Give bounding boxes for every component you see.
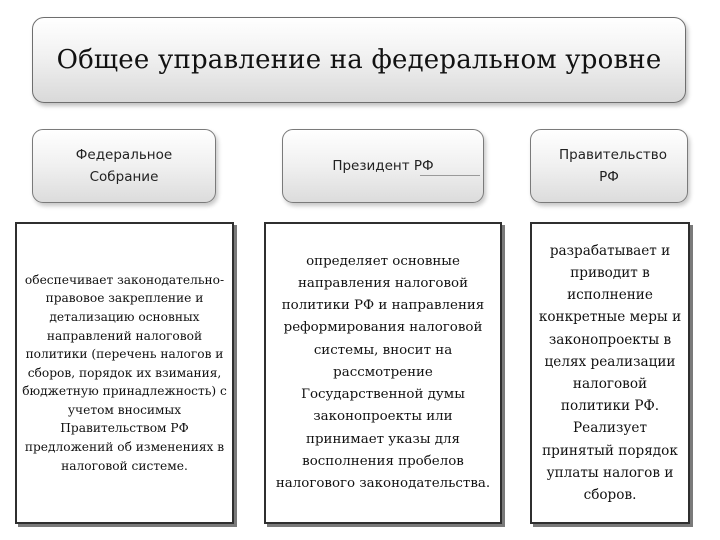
category-label: Федеральное Собрание [75,147,173,185]
description-president [264,222,502,524]
description-text: обеспечивает законодательно-правовое закрепление и детализацию основных направлений налоговой политики (перечень налогов и сборов, порядок их взимания, бюджетную принадлежность) с учетом вносимых Правительством РФ предложений об изменениях в налоговой системе. [22,272,227,473]
description-text: разрабатывает и приводит в исполнение конкретные меры и законопроекты в целях реализации налоговой политики РФ. Реализует принятый порядок уплаты налогов и сборов. [538,242,682,504]
category-government [530,129,688,203]
divider-line [420,175,480,176]
category-label: Правительство РФ [559,147,667,185]
description-text: определяет основные направления налоговой политики РФ и направления реформирования налоговой системы, вносит на рассмотрение Государственной думы законопроекты или принимает указы для восполнения пробелов налогового законодательства. [275,253,491,491]
category-label: Президент РФ [332,158,434,174]
category-president [282,129,484,203]
category-federal-assembly [32,129,216,203]
diagram-title: Общее управление на федеральном уровне [56,45,662,75]
description-government [530,222,690,524]
header-box [32,17,686,103]
description-federal-assembly [15,222,234,524]
